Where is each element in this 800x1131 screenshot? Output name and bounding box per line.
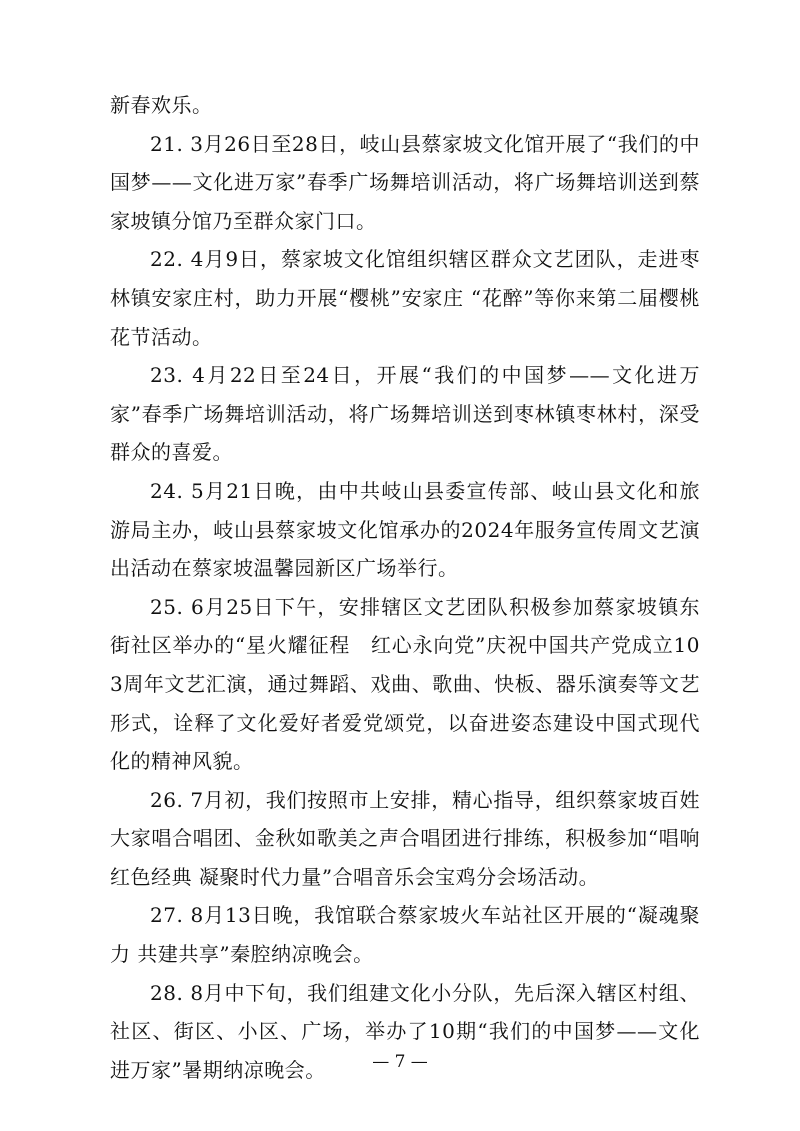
paragraph-item-27: 27. 8月13日晚，我馆联合蔡家坡火车站社区开展的“凝魂聚力 共建共享”秦腔纳凉晚会。 <box>110 903 700 967</box>
paragraph-item-25: 25. 6月25日下午，安排辖区文艺团队积极参加蔡家坡镇东街社区举办的“星火耀征程 红心永向党”庆祝中国共产党成立103周年文艺汇演，通过舞蹈、戏曲、歌曲、快板、器乐演奏等文艺形式，诠释了文化爱好者爱党颂党，以奋进姿态建设中国式现代化的精神风貌。 <box>110 594 700 774</box>
page-number: — 7 — <box>372 1052 428 1072</box>
paragraph-item-23: 23. 4月22日至24日，开展“我们的中国梦——文化进万家”春季广场舞培训活动，将广场舞培训送到枣林镇枣林村，深受群众的喜爱。 <box>110 363 700 465</box>
paragraph-item-24: 24. 5月21日晚，由中共岐山县委宣传部、岐山县文化和旅游局主办，岐山县蔡家坡文化馆承办的2024年服务宣传周文艺演出活动在蔡家坡温馨园新区广场举行。 <box>110 478 700 581</box>
paragraph-continuation: 新春欢乐。 <box>110 93 213 117</box>
paragraph-item-21: 21. 3月26日至28日，岐山县蔡家坡文化馆开展了“我们的中国梦——文化进万家”春季广场舞培训活动，将广场舞培训送到蔡家坡镇分馆乃至群众家门口。 <box>110 131 700 233</box>
paragraph-item-28: 28. 8月中下旬，我们组建文化小分队，先后深入辖区村组、社区、街区、小区、广场，举办了10期“我们的中国梦——文化进万家”暑期纳凉晚会。 <box>110 980 700 1082</box>
document-body <box>110 86 700 1089</box>
paragraph-item-26: 26. 7月初，我们按照市上安排，精心指导，组织蔡家坡百姓大家唱合唱团、金秋如歌美之声合唱团进行排练，积极参加“唱响红色经典 凝聚时代力量”合唱音乐会宝鸡分会场活动。 <box>110 787 700 889</box>
paragraph-item-22: 22. 4月9日，蔡家坡文化馆组织辖区群众文艺团队，走进枣林镇安家庄村，助力开展“樱桃”安家庄 “花醉”等你来第二届樱桃花节活动。 <box>110 247 700 349</box>
